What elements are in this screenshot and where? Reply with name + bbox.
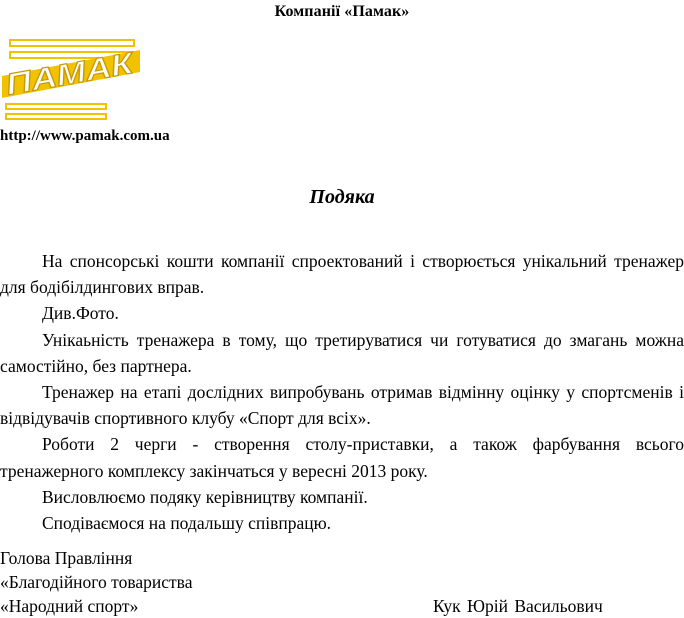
- paragraph-gratitude: Висловлюємо подяку керівництву компанії.: [42, 486, 368, 507]
- paragraph-uniqueness: Унікаьність тренажера в тому, що третируватися чи готуватися до змагань можна самостійно, без партнера.: [0, 329, 684, 376]
- pamak-logo: [2, 38, 140, 126]
- paragraph-cooperation: Сподіваємося на подальшу співпрацю.: [42, 513, 332, 534]
- paragraph-testing: Тренажер на етапі дослідних випробувань отримав відмінну оцінку у спортсменів і відвідувачів спортивного клубу «Спорт для всіх».: [0, 382, 684, 429]
- website-link[interactable]: http://www.pamak.com.ua: [0, 128, 170, 144]
- signature-block: [0, 546, 192, 618]
- signature-position: Голова Правління: [0, 548, 133, 568]
- logo-lettering: ПАМАК: [3, 50, 116, 102]
- signatory-name: Кук Юрій Васильович: [433, 596, 603, 616]
- paragraph-sponsorship: На спонсорські кошти компанії спроектований і створюється унікальний тренажер для бодібілдингових вправ.: [0, 251, 684, 298]
- paragraph-second-stage: Роботи 2 черги - створення столу-приставки, а також фарбування всього тренажерного комплексу закінчаться у вересні 2013 року.: [0, 434, 684, 481]
- signature-organization-name: «Народний спорт»: [0, 596, 139, 616]
- letter-body: [0, 248, 684, 536]
- document-title: Подяка: [309, 186, 375, 208]
- paragraph-photo-note: Див.Фото.: [42, 303, 119, 324]
- signature-organization: «Благодійного товариства: [0, 572, 193, 592]
- company-title: Компанії «Памак»: [274, 3, 410, 20]
